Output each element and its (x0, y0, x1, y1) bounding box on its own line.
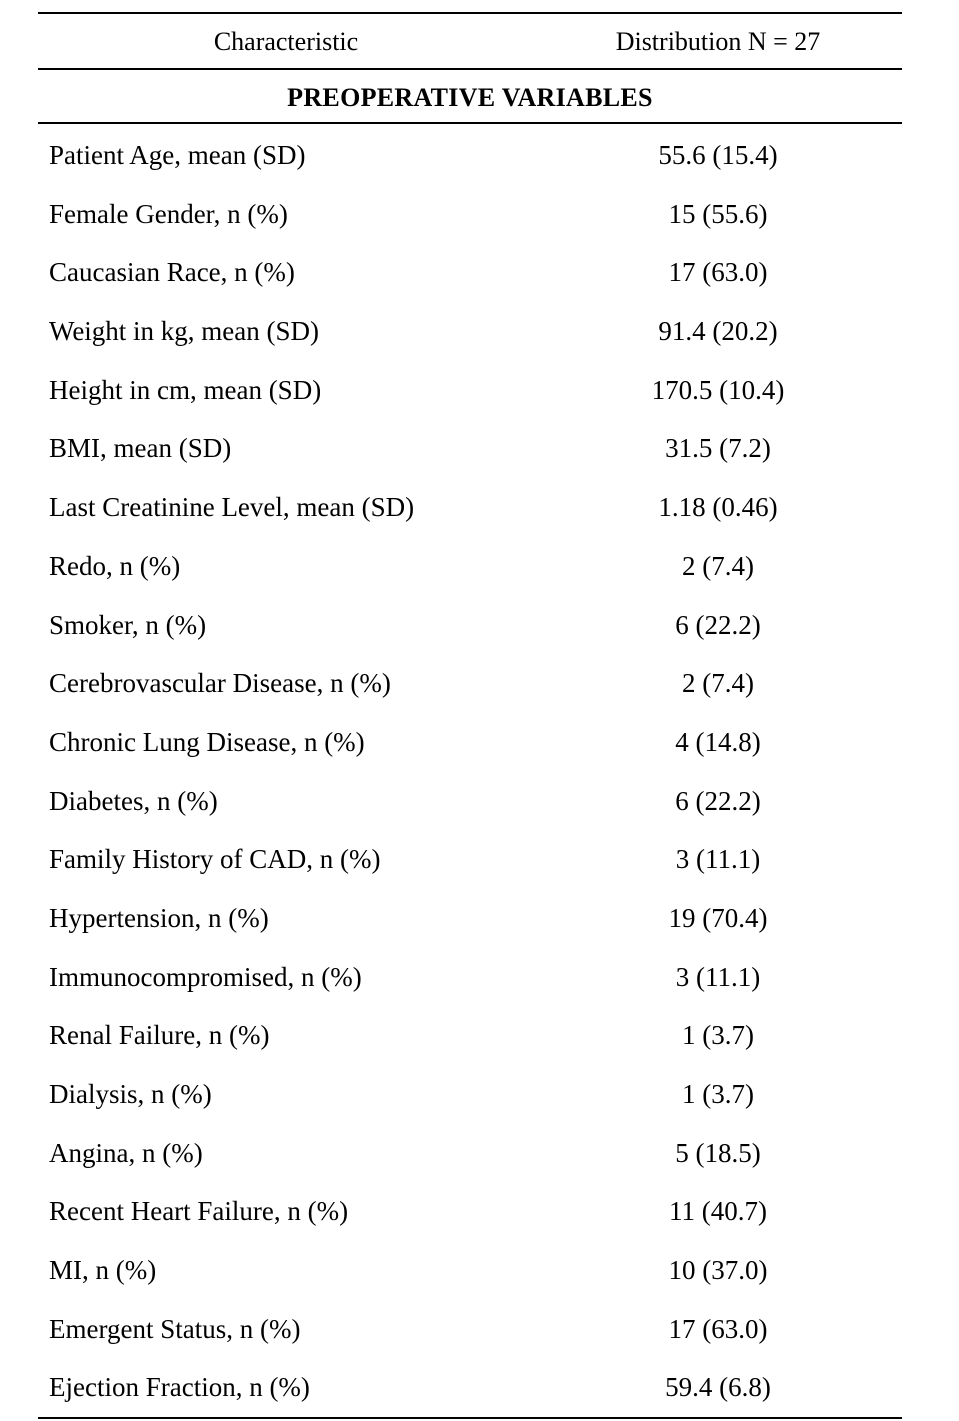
row-label: Angina, n (%) (49, 1137, 203, 1168)
row-value: 1 (3.7) (682, 1020, 754, 1051)
row-label: BMI, mean (SD) (49, 433, 232, 464)
row-label: Female Gender, n (%) (49, 198, 288, 229)
row-value: 2 (7.4) (682, 668, 754, 699)
row-value: 10 (37.0) (668, 1255, 768, 1286)
row-label: Emergent Status, n (%) (49, 1313, 301, 1344)
row-label: Height in cm, mean (SD) (49, 374, 322, 405)
table-row (38, 1300, 902, 1359)
row-label: Patient Age, mean (SD) (49, 140, 306, 170)
row-value: 11 (40.7) (669, 1196, 767, 1227)
row-label: Last Creatinine Level, mean (SD) (49, 492, 415, 523)
row-value: 19 (70.4) (668, 902, 768, 933)
row-value: 15 (55.6) (668, 198, 768, 229)
row-label: Immunocompromised, n (%) (49, 961, 362, 992)
table-row (38, 1065, 902, 1124)
row-value: 3 (11.1) (675, 844, 761, 875)
row-label: MI, n (%) (49, 1255, 157, 1286)
table-row (38, 243, 902, 302)
row-value: 1 (3.7) (682, 1079, 754, 1109)
row-value: 1.18 (0.46) (658, 492, 778, 523)
header-characteristic: Characteristic (213, 27, 359, 56)
table-row (38, 1182, 902, 1241)
row-label: Family History of CAD, n (%) (49, 844, 381, 875)
preoperative-variables-table (38, 12, 902, 1419)
table-body (38, 124, 902, 1417)
table-row (38, 1358, 902, 1417)
row-value: 170.5 (10.4) (651, 374, 785, 405)
row-label: Recent Heart Failure, n (%) (49, 1196, 349, 1227)
table-row (38, 596, 902, 655)
table-row (38, 654, 902, 713)
row-label: Chronic Lung Disease, n (%) (49, 726, 365, 757)
table-row (38, 185, 902, 244)
header-distribution: Distribution N = 27 (615, 27, 821, 56)
section-title: PREOPERATIVE VARIABLES (287, 83, 653, 112)
table-row (38, 948, 902, 1007)
table-row (38, 889, 902, 948)
row-label: Smoker, n (%) (49, 609, 207, 640)
table-row (38, 302, 902, 361)
table-row (38, 537, 902, 596)
table-row (38, 126, 902, 185)
table-row (38, 1006, 902, 1065)
row-value: 91.4 (20.2) (658, 316, 778, 347)
row-value: 6 (22.2) (675, 609, 761, 640)
table-header-row (38, 14, 902, 68)
row-value: 3 (11.1) (675, 961, 761, 992)
row-label: Diabetes, n (%) (49, 785, 218, 816)
table-row (38, 419, 902, 478)
table-row (38, 772, 902, 831)
table-row (38, 361, 902, 420)
row-value: 5 (18.5) (675, 1137, 761, 1168)
table-row (38, 830, 902, 889)
row-label: Weight in kg, mean (SD) (49, 316, 320, 347)
row-label: Dialysis, n (%) (49, 1079, 212, 1109)
row-value: 17 (63.0) (668, 1313, 768, 1344)
table-row (38, 1124, 902, 1183)
row-label: Cerebrovascular Disease, n (%) (49, 668, 391, 699)
row-value: 55.6 (15.4) (658, 140, 778, 170)
row-label: Ejection Fraction, n (%) (49, 1372, 310, 1403)
table-row (38, 478, 902, 537)
row-value: 4 (14.8) (675, 726, 761, 757)
row-label: Redo, n (%) (49, 550, 181, 581)
bottom-rule (38, 1417, 902, 1419)
table-row (38, 1241, 902, 1300)
row-value: 31.5 (7.2) (665, 433, 771, 464)
row-value: 59.4 (6.8) (665, 1372, 771, 1403)
table-row (38, 713, 902, 772)
row-label: Caucasian Race, n (%) (49, 257, 295, 288)
row-value: 6 (22.2) (675, 785, 761, 816)
row-label: Hypertension, n (%) (49, 902, 269, 933)
row-label: Renal Failure, n (%) (49, 1020, 270, 1051)
row-value: 17 (63.0) (668, 257, 768, 288)
row-value: 2 (7.4) (682, 550, 754, 581)
